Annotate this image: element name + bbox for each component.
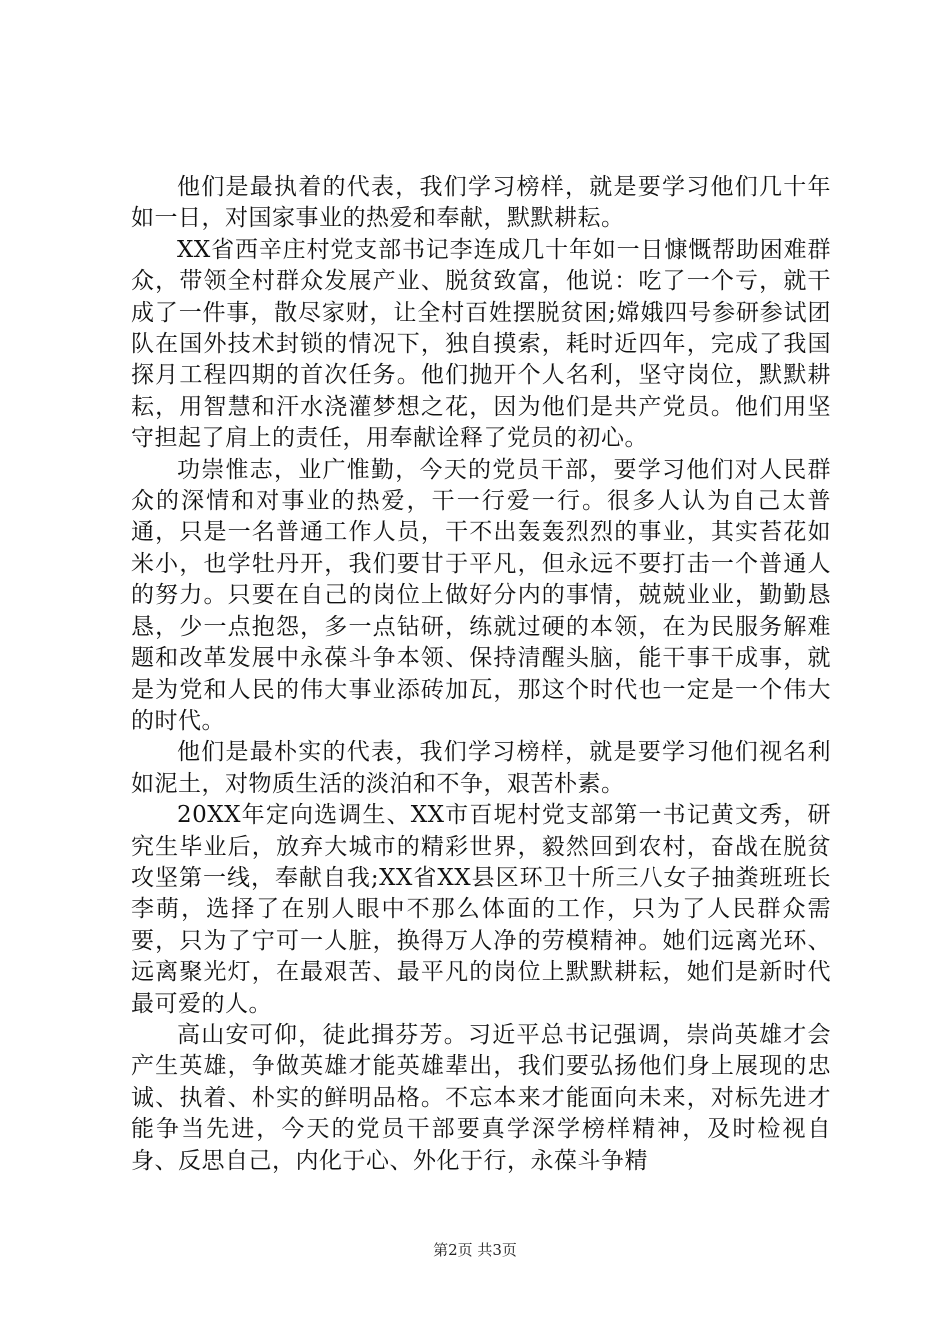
paragraph-5: 20XX年定向选调生、XX市百坭村党支部第一书记黄文秀，研究生毕业后，放弃大城市的精彩世界，毅然回到农村，奋战在脱贫攻坚第一线，奉献自我;XX省XX县区环卫十所三八女子抽粪班班长李萌，选择了在别人眼中不那么体面的工作，只为了人民群众需要，只为了宁可一人脏，换得万人净的劳模精神。她们远离光环、远离聚光灯，在最艰苦、最平凡的岗位上默默耕耘，她们是新时代最可爱的人。	[131, 802, 831, 1017]
paragraph-1: 他们是最执着的代表，我们学习榜样，就是要学习他们几十年如一日，对国家事业的热爱和奉献，默默耕耘。	[131, 174, 831, 232]
document-body	[131, 172, 831, 1177]
paragraph-2: XX省西辛庄村党支部书记李连成几十年如一日慷慨帮助困难群众，带领全村群众发展产业、脱贫致富，他说：吃了一个亏，就干成了一件事，散尽家财，让全村百姓摆脱贫困;嫦娥四号参研参试团队在国外技术封锁的情况下，独自摸索，耗时近四年，完成了我国探月工程四期的首次任务。他们抛开个人名利，坚守岗位，默默耕耘，用智慧和汗水浇灌梦想之花，因为他们是共产党员。他们用坚守担起了肩上的责任，用奉献诠释了党员的初心。	[131, 236, 831, 452]
paragraph-3: 功崇惟志，业广惟勤，今天的党员干部，要学习他们对人民群众的深情和对事业的热爱，干一行爱一行。很多人认为自己太普通，只是一名普通工作人员，干不出轰轰烈烈的事业，其实苔花如米小，也学牡丹开，我们要甘于平凡，但永远不要打击一个普通人的努力。只要在自己的岗位上做好分内的事情，兢兢业业，勤勤恳恳，少一点抱怨，多一点钻研，练就过硬的本领，在为民服务解难题和改革发展中永葆斗争本领、保持清醒头脑，能干事干成事，就是为党和人民的伟大事业添砖加瓦，那这个时代也一定是一个伟大的时代。	[131, 456, 831, 734]
paragraph-6: 高山安可仰，徒此揖芬芳。习近平总书记强调，崇尚英雄才会产生英雄，争做英雄才能英雄辈出，我们要弘扬他们身上展现的忠诚、执着、朴实的鲜明品格。不忘本来才能面向未来，对标先进才能争当先进，今天的党员干部要真学深学榜样精神，及时检视自身、反思自己，内化于心、外化于行，永葆斗争精	[131, 1021, 831, 1174]
page-number-footer: 第2页 共3页	[433, 1241, 517, 1259]
paragraph-4: 他们是最朴实的代表，我们学习榜样，就是要学习他们视名利如泥土，对物质生活的淡泊和不争，艰苦朴素。	[131, 739, 831, 797]
